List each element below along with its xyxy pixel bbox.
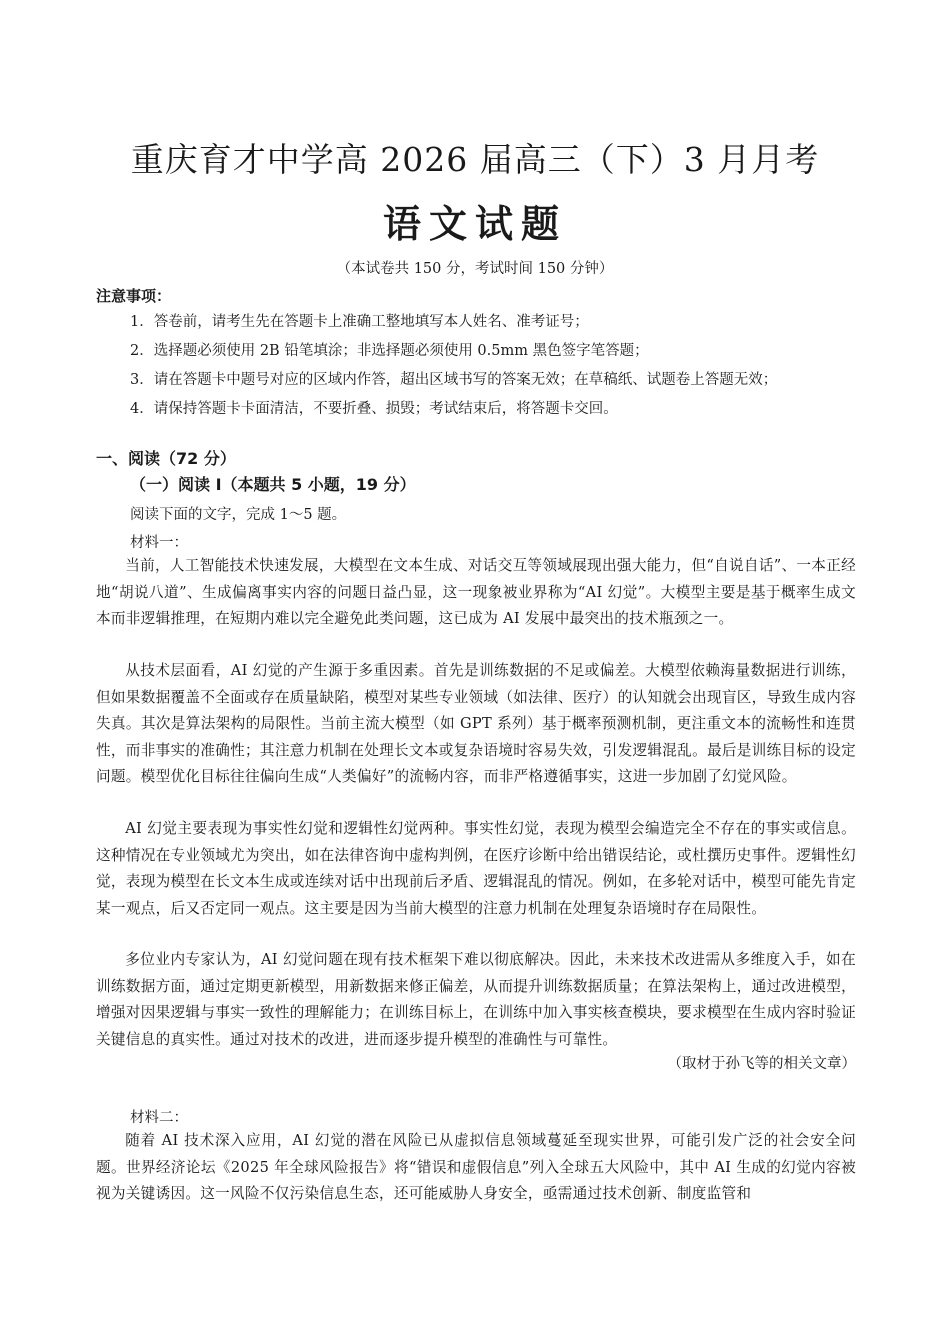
notice-item: 4．请保持答题卡卡面清洁，不要折叠、损毁；考试结束后，将答题卡交回。 (130, 401, 618, 417)
notice-heading: 注意事项： (96, 287, 172, 305)
sub-section-heading: （一）阅读 I（本题共 5 小题，19 分） (130, 475, 416, 494)
material-one-label: 材料一： (130, 535, 188, 551)
notice-item: 2．选择题必须使用 2B 铅笔填涂；非选择题必须使用 0.5mm 黑色签字笔答题； (130, 343, 649, 359)
notice-item: 3．请在答题卡中题号对应的区域内作答，超出区域书写的答案无效；在草稿纸、试题卷上答题无效； (130, 372, 778, 388)
material-two-label: 材料二： (130, 1110, 188, 1126)
material-one-paragraph: 多位业内专家认为，AI 幻觉问题在现有技术框架下难以彻底解决。因此，未来技术改进需从多维度入手，如在训练数据方面，通过定期更新模型，用新数据来修正偏差，从而提升训练数据质量；在算法架构上，通过改进模型，增强对因果逻辑与事实一致性的理解能力；在训练目标上，在训练中加入事实核查模块，要求模型在生成内容时验证关键信息的真实性。通过对技术的改进，进而逐步提升模型的准确性与可靠性。 (96, 951, 856, 1048)
notice-item: 1．答卷前，请考生先在答题卡上准确工整地填写本人姓名、准考证号； (130, 314, 589, 330)
exam-info: （本试卷共 150 分，考试时间 150 分钟） (336, 261, 614, 277)
material-two-paragraph: 随着 AI 技术深入应用，AI 幻觉的潜在风险已从虚拟信息领域蔓延至现实世界，可能引发广泛的社会安全问题。世界经济论坛《2025 年全球风险报告》将“错误和虚假信息”列入全球五大风险中，其中 AI 生成的幻觉内容被视为关键诱因。这一风险不仅污染信息生态，还可能威胁人身安全，亟需通过技术创新、制度监管和 (96, 1132, 856, 1202)
exam-title: 重庆育才中学高 2026 届高三（下）3 月月考 (130, 140, 820, 179)
material-one-paragraph: 从技术层面看，AI 幻觉的产生源于多重因素。首先是训练数据的不足或偏差。大模型依赖海量数据进行训练，但如果数据覆盖不全面或存在质量缺陷，模型对某些专业领域（如法律、医疗）的认知就会出现盲区，导致生成内容失真。其次是算法架构的局限性。当前主流大模型（如 GPT 系列）基于概率预测机制，更注重文本的流畅性和连贯性，而非事实的准确性；其注意力机制在处理长文本或复杂语境时容易失效，引发逻辑混乱。最后是训练目标的设定问题。模型优化目标往往偏向生成“人类偏好”的流畅内容，而非严格遵循事实，这进一步加剧了幻觉风险。 (96, 662, 856, 785)
notice-list (130, 308, 777, 424)
subject-title: 语文试题 (382, 202, 567, 246)
material-one-paragraph: 当前，人工智能技术快速发展，大模型在文本生成、对话交互等领域展现出强大能力，但“自说自话”、一本正经地“胡说八道”、生成偏离事实内容的问题日益凸显，这一现象被业界称为“AI 幻觉”。大模型主要是基于概率生成文本而非逻辑推理，在短期内难以完全避免此类问题，这已成为 AI 发展中最突出的技术瓶颈之一。 (96, 557, 856, 627)
material-one-paragraph: AI 幻觉主要表现为事实性幻觉和逻辑性幻觉两种。事实性幻觉，表现为模型会编造完全不存在的事实或信息。这种情况在专业领域尤为突出，如在法律咨询中虚构判例，在医疗诊断中给出错误结论，或杜撰历史事件。逻辑性幻觉，表现为模型在长文本生成或连续对话中出现前后矛盾、逻辑混乱的情况。例如，在多轮对话中，模型可能先肯定某一观点，后又否定同一观点。这主要是因为当前大模型的注意力机制在处理复杂语境时存在局限性。 (96, 820, 856, 917)
section-heading: 一、阅读（72 分） (96, 449, 236, 468)
reading-instruction: 阅读下面的文字，完成 1～5 题。 (130, 507, 347, 523)
material-one-source: （取材于孙飞等的相关文章） (667, 1056, 856, 1072)
